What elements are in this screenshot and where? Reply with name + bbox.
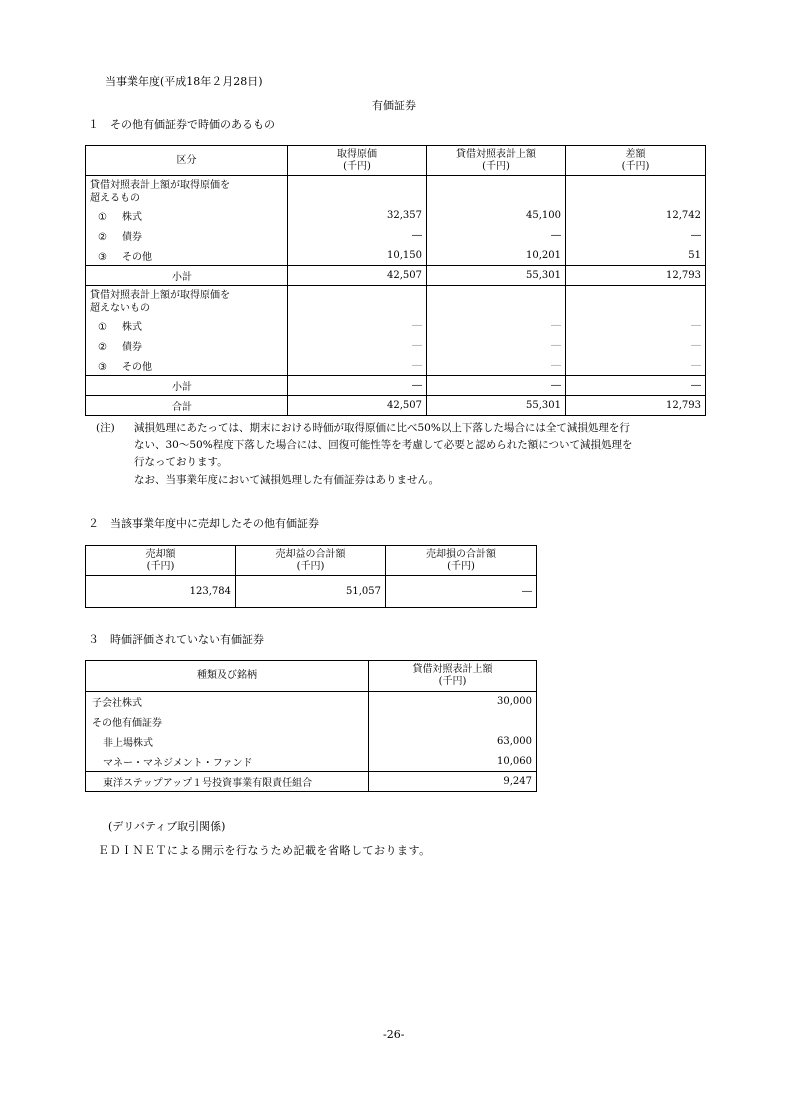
table-row [86, 772, 537, 792]
row-mark: ① [98, 212, 107, 223]
subtotal-row [86, 266, 706, 286]
table-row [86, 356, 706, 376]
col-header-gain: 売却益の合計額 (千円) [236, 546, 386, 576]
cell-cost: 42,507 [288, 266, 427, 286]
cell-book: 55,301 [427, 396, 566, 416]
cell-book: ― [427, 226, 566, 246]
derivatives-text: ＥＤＩＮＥＴによる開示を行なうため記載を省略しております。 [98, 844, 431, 857]
row-mark: ① [98, 322, 107, 333]
col-header-book-value: 貸借対照表計上額 (千円) [369, 661, 537, 692]
cell-value: 63,000 [369, 732, 537, 752]
securities-with-market-value-table [85, 145, 706, 416]
group-b-label: 貸借対照表計上額が取得原価を 超えないもの [86, 286, 288, 316]
col-header-sales: 売却額 (千円) [86, 546, 236, 576]
cell-book: ― [427, 316, 566, 336]
cell-book: ― [427, 376, 566, 396]
page-number: -26- [383, 1028, 405, 1041]
col-header-cost: 取得原価 (千円) [288, 146, 427, 176]
cell-sales: 123,784 [86, 576, 236, 608]
cell-cost: ― [288, 336, 427, 356]
subtotal-label: 小計 [86, 266, 288, 286]
cell-cost: 32,357 [288, 206, 427, 226]
cell-diff: ― [566, 226, 706, 246]
cell-cost: 10,150 [288, 246, 427, 266]
securities-sold-table [85, 545, 537, 608]
row-label: 債券 [122, 342, 142, 353]
total-label: 合計 [86, 396, 288, 416]
cell-diff: ― [566, 376, 706, 396]
table-row [86, 732, 537, 752]
row-label: その他有価証券 [86, 712, 369, 732]
table-row [86, 576, 537, 608]
securities-without-market-value-table [85, 660, 537, 792]
section1-heading: １ その他有価証券で時価のあるもの [88, 118, 275, 131]
row-label: その他 [122, 361, 152, 373]
note-line-3: 行なっております。 [134, 456, 228, 468]
row-label: 債券 [122, 232, 142, 243]
note-line-1: 減損処理にあたっては、期末における時価が取得原価に比べ50%以上下落した場合には全て減損処理を行 [134, 422, 630, 434]
table-row [86, 712, 537, 732]
group-a-label: 貸借対照表計上額が取得原価を 超えるもの [86, 176, 288, 206]
col-header-category: 区分 [86, 146, 288, 176]
derivatives-heading: (デリバティブ取引関係) [108, 820, 226, 833]
subtotal-label: 小計 [86, 376, 288, 396]
col-header-loss: 売却損の合計額 (千円) [386, 546, 537, 576]
table-row [86, 316, 706, 336]
cell-value: 9,247 [369, 772, 537, 792]
document-title: 有価証券 [372, 99, 416, 112]
note-line-4: なお、当事業年度において減損処理した有価証券はありません。 [134, 474, 440, 486]
row-label: 株式 [122, 322, 142, 333]
subtotal-row [86, 376, 706, 396]
cell-book: 10,201 [427, 246, 566, 266]
col-header-book-value: 貸借対照表計上額 (千円) [427, 146, 566, 176]
row-label: その他 [122, 251, 152, 263]
cell-diff: ― [566, 316, 706, 336]
cell-diff: 12,742 [566, 206, 706, 226]
cell-cost: ― [288, 376, 427, 396]
row-mark: ② [98, 342, 107, 353]
cell-cost: ― [288, 316, 427, 336]
cell-diff: ― [566, 336, 706, 356]
cell-value: 30,000 [369, 692, 537, 712]
row-mark: ③ [98, 361, 107, 373]
cell-loss: ― [386, 576, 537, 608]
note-line-2: ない、30～50%程度下落した場合には、回復可能性等を考慮して必要と認められた額について減損処理を [134, 439, 633, 451]
row-label: 東洋ステップアップ１号投資事業有限責任組合 [86, 772, 369, 792]
col-header-type: 種類及び銘柄 [86, 661, 369, 692]
table-row [86, 752, 537, 772]
cell-book: ― [427, 356, 566, 376]
cell-book: 45,100 [427, 206, 566, 226]
row-label: 非上場株式 [86, 732, 369, 752]
cell-book: ― [427, 336, 566, 356]
cell-cost: 42,507 [288, 396, 427, 416]
row-label: 子会社株式 [86, 692, 369, 712]
cell-diff: 12,793 [566, 266, 706, 286]
row-mark: ② [98, 232, 107, 243]
period-heading: 当事業年度(平成18年２月28日) [105, 75, 263, 88]
row-mark: ③ [98, 251, 107, 263]
section3-heading: ３ 時価評価されていない有価証券 [88, 633, 264, 646]
table-row [86, 246, 706, 266]
cell-diff: ― [566, 356, 706, 376]
row-label: マネー・マネジメント・ファンド [86, 752, 369, 772]
table-row [86, 206, 706, 226]
table-row [86, 336, 706, 356]
row-label: 株式 [122, 212, 142, 223]
note-label: (注) [96, 422, 115, 434]
total-row [86, 396, 706, 416]
cell-cost: ― [288, 226, 427, 246]
cell-diff: 12,793 [566, 396, 706, 416]
cell-gain: 51,057 [236, 576, 386, 608]
col-header-difference: 差額 (千円) [566, 146, 706, 176]
cell-book: 55,301 [427, 266, 566, 286]
cell-cost: ― [288, 356, 427, 376]
cell-diff: 51 [566, 246, 706, 266]
cell-value [369, 712, 537, 732]
cell-value: 10,060 [369, 752, 537, 772]
table-row [86, 692, 537, 712]
section2-heading: ２ 当該事業年度中に売却したその他有価証券 [88, 517, 319, 530]
table-row [86, 226, 706, 246]
